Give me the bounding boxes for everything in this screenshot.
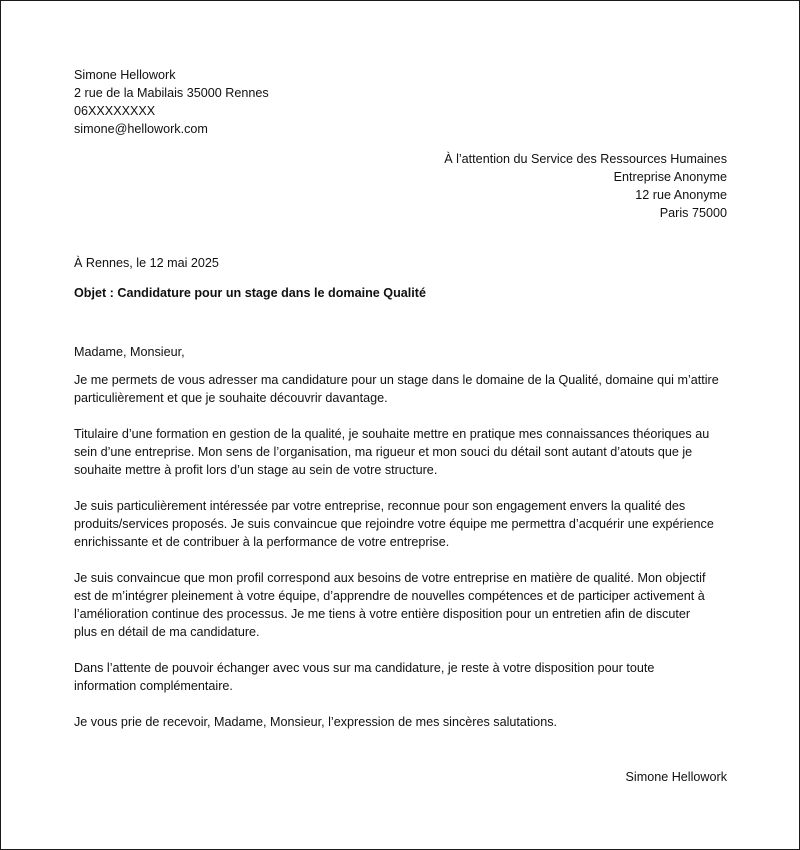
paragraph-line: Dans l’attente de pouvoir échanger avec vous sur ma candidature, je reste à votre disposition pour toute	[74, 661, 655, 675]
date-line: À Rennes, le 12 mai 2025	[74, 256, 219, 270]
paragraph	[74, 371, 734, 407]
salutation: Madame, Monsieur,	[74, 345, 185, 359]
recipient-company: Entreprise Anonyme	[613, 170, 727, 184]
sender-address: 2 rue de la Mabilais 35000 Rennes	[74, 86, 269, 100]
recipient-city: Paris 75000	[659, 206, 727, 220]
letter-body	[74, 371, 734, 749]
sender-name: Simone Hellowork	[74, 68, 176, 82]
subject-line: Objet : Candidature pour un stage dans le domaine Qualité	[74, 286, 426, 300]
paragraph-line: enrichissante et de contribuer à la performance de votre entreprise.	[74, 535, 450, 549]
paragraph-line: produits/services proposés. Je suis convaincue que rejoindre votre équipe me permettra d’acquérir une expérience	[74, 517, 714, 531]
sender-email: simone@hellowork.com	[74, 122, 208, 136]
paragraph-line: sein d’une entreprise. Mon sens de l’organisation, ma rigueur et mon souci du détail sont autant d’atouts que je	[74, 445, 693, 459]
recipient-block	[444, 150, 727, 222]
paragraph-line: l’amélioration continue des processus. Je me tiens à votre entière disposition pour un entretien afin de discuter	[74, 607, 691, 621]
signature: Simone Hellowork	[625, 770, 727, 784]
paragraph	[74, 659, 734, 695]
paragraph-line: souhaite mettre à profit lors d’un stage au sein de votre structure.	[74, 463, 438, 477]
sender-phone: 06XXXXXXXX	[74, 104, 156, 118]
paragraph-line: Je me permets de vous adresser ma candidature pour un stage dans le domaine de la Qualité, domaine qui m’attire	[74, 373, 719, 387]
paragraph-line: information complémentaire.	[74, 679, 233, 693]
paragraph-line: est de m’intégrer pleinement à votre équipe, d’apprendre de nouvelles compétences et de participer activement à	[74, 589, 705, 603]
recipient-attention: À l’attention du Service des Ressources Humaines	[444, 152, 727, 166]
recipient-street: 12 rue Anonyme	[635, 188, 727, 202]
paragraph-line: Je vous prie de recevoir, Madame, Monsieur, l’expression de mes sincères salutations.	[74, 715, 557, 729]
paragraph	[74, 497, 734, 551]
paragraph	[74, 569, 734, 641]
paragraph-line: Je suis convaincue que mon profil correspond aux besoins de votre entreprise en matière de qualité. Mon objectif	[74, 571, 706, 585]
paragraph-line: particulièrement et que je souhaite découvrir davantage.	[74, 391, 388, 405]
paragraph-line: Je suis particulièrement intéressée par votre entreprise, reconnue pour son engagement envers la qualité des	[74, 499, 686, 513]
paragraph-line: plus en détail de ma candidature.	[74, 625, 260, 639]
paragraph	[74, 425, 734, 479]
paragraph-line: Titulaire d’une formation en gestion de la qualité, je souhaite mettre en pratique mes connaissances théoriques au	[74, 427, 710, 441]
sender-block	[74, 66, 269, 138]
paragraph	[74, 713, 734, 731]
